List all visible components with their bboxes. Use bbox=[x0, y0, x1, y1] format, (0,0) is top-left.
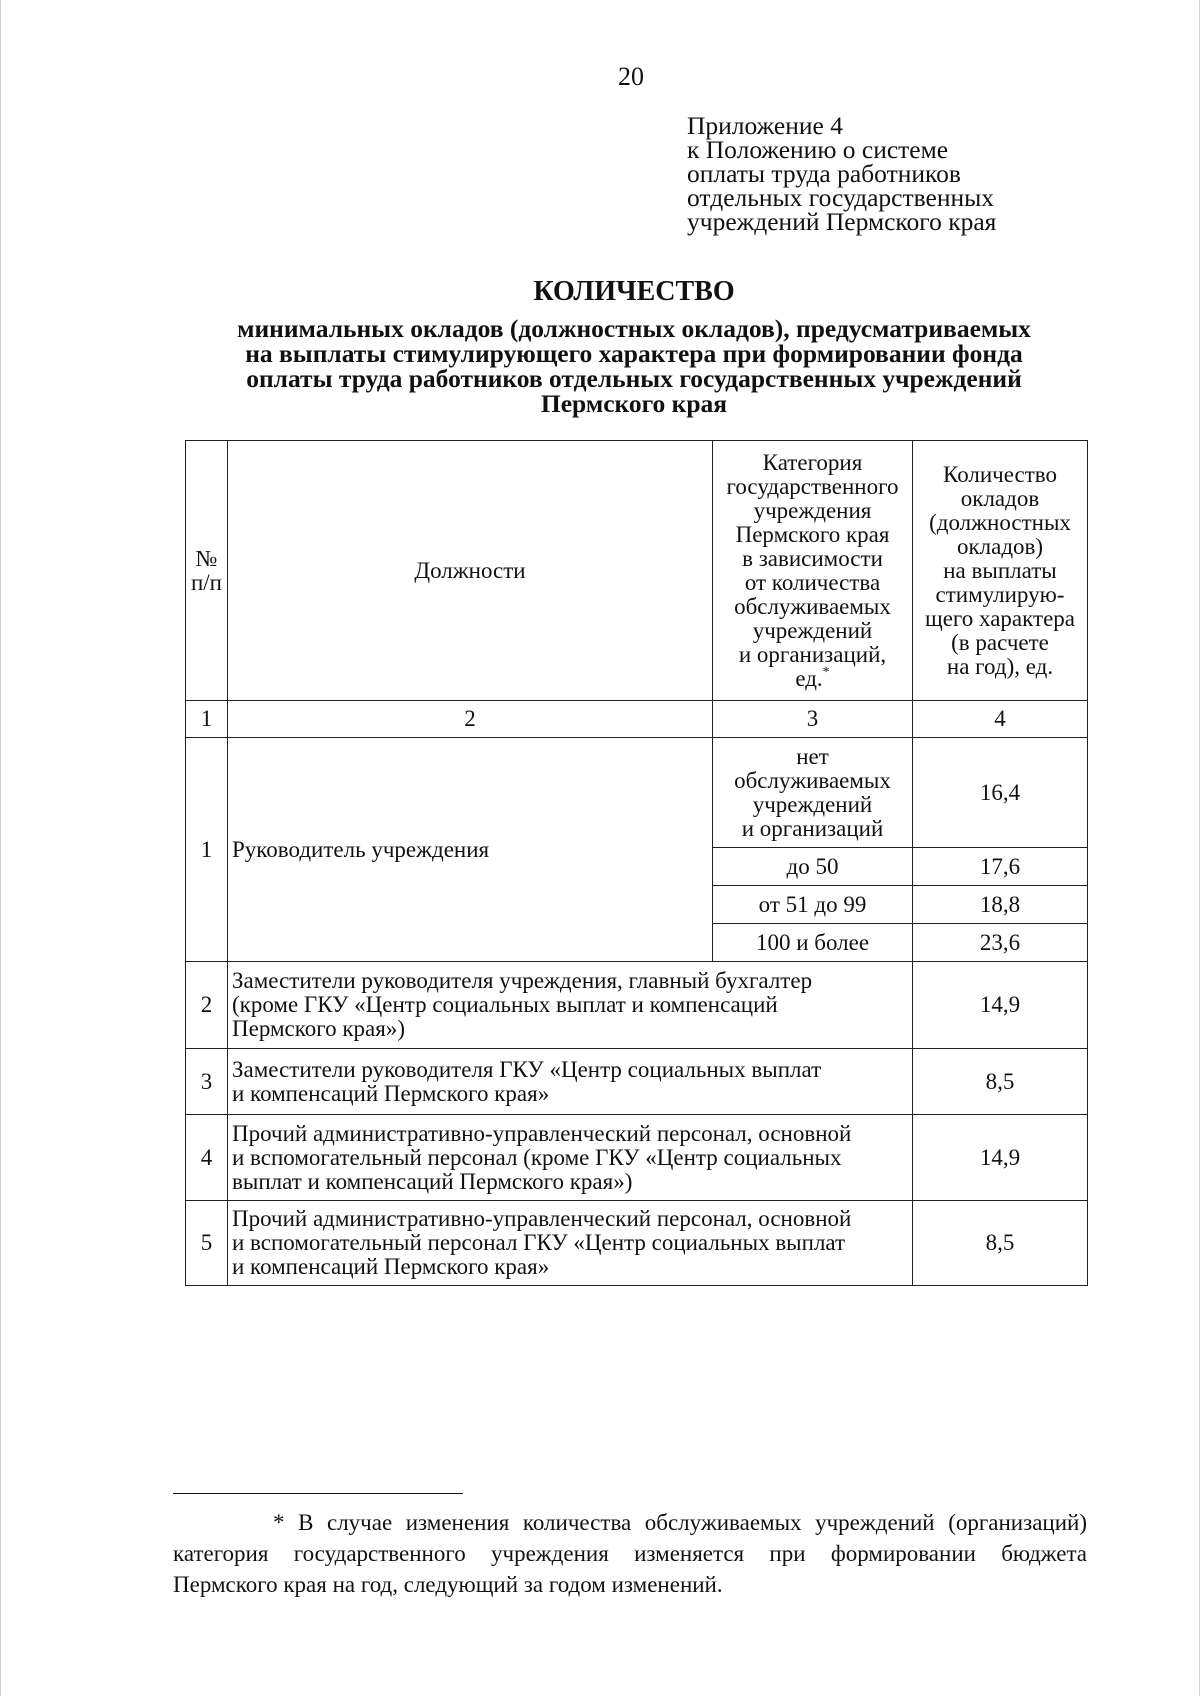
header-num bbox=[186, 441, 228, 701]
row-number: 3 bbox=[186, 1049, 228, 1115]
column-number: 2 bbox=[228, 701, 713, 738]
header-position: Должности bbox=[228, 441, 713, 701]
header-category-line: государственного bbox=[726, 473, 899, 499]
table-row bbox=[186, 962, 1088, 1049]
subtitle-line: минимальных окладов (должностных окладов), предусматриваемых bbox=[237, 314, 1031, 343]
position-line: выплат и компенсаций Пермского края») bbox=[232, 1168, 633, 1194]
row-value: 17,6 bbox=[913, 848, 1088, 886]
row-position: Руководитель учреждения bbox=[228, 738, 713, 962]
row-position bbox=[228, 1115, 913, 1201]
header-count-line: окладов) bbox=[956, 533, 1044, 559]
position-line: Заместители руководителя учреждения, главный бухгалтер bbox=[232, 968, 813, 993]
header-count-line: Количество bbox=[943, 461, 1057, 487]
row-number: 5 bbox=[186, 1201, 228, 1286]
row-value: 14,9 bbox=[913, 962, 1088, 1049]
header-category-line: обслуживаемых bbox=[734, 593, 891, 619]
table-row bbox=[186, 1049, 1088, 1115]
footnote-line: Пермского края на год, следующий за годом изменений. bbox=[173, 1572, 723, 1597]
table-row bbox=[186, 1201, 1088, 1286]
row-value: 23,6 bbox=[913, 924, 1088, 962]
table-row bbox=[186, 1115, 1088, 1201]
header-count-line: на выплаты bbox=[943, 557, 1057, 583]
header-count-line: щего характера bbox=[925, 605, 1075, 631]
category-line: нет bbox=[796, 743, 829, 769]
row-number: 4 bbox=[186, 1115, 228, 1201]
header-count-line: на год), ед. bbox=[946, 653, 1054, 679]
header-count-line: окладов bbox=[960, 485, 1040, 511]
header-category bbox=[713, 441, 913, 701]
category-line: учреждений bbox=[752, 791, 873, 817]
position-line: (кроме ГКУ «Центр социальных выплат и компенсаций bbox=[232, 992, 778, 1017]
row-position bbox=[228, 1201, 913, 1286]
table-row bbox=[186, 738, 1088, 848]
header-count bbox=[913, 441, 1088, 701]
header-category-line: от количества bbox=[744, 569, 881, 595]
footnote bbox=[173, 1507, 1087, 1600]
header-count-line: стимулирую- bbox=[935, 581, 1065, 607]
footnote-line: категория государственного учреждения изменяется при формировании бюджета bbox=[173, 1541, 1087, 1566]
appendix-line: оплаты труда работников bbox=[687, 159, 961, 188]
subtitle-line: Пермского края bbox=[540, 389, 728, 418]
row-value: 8,5 bbox=[913, 1201, 1088, 1286]
row-value: 18,8 bbox=[913, 886, 1088, 924]
document-subtitle bbox=[184, 316, 1084, 416]
appendix-line: Приложение 4 bbox=[687, 111, 843, 140]
footnote-mark: * bbox=[822, 664, 830, 680]
header-category-line: учреждения bbox=[753, 497, 872, 523]
appendix-line: учреждений Пермского края bbox=[687, 207, 997, 236]
header-category-line: учреждений bbox=[752, 617, 873, 643]
category-line: и организаций bbox=[741, 815, 884, 841]
footnote-divider bbox=[173, 1493, 463, 1494]
header-count-line: (должностных bbox=[929, 509, 1071, 535]
column-number: 3 bbox=[713, 701, 913, 738]
header-category-unit: ед. bbox=[795, 665, 823, 691]
position-line: Прочий административно-управленческий персонал, основной bbox=[232, 1206, 852, 1231]
position-line: и вспомогательный персонал ГКУ «Центр социальных выплат bbox=[232, 1230, 846, 1255]
row-number: 1 bbox=[186, 738, 228, 962]
column-number-row bbox=[186, 701, 1088, 738]
header-count-line: (в расчете bbox=[951, 629, 1049, 655]
column-number: 1 bbox=[186, 701, 228, 738]
subtitle-line: на выплаты стимулирующего характера при формировании фонда bbox=[245, 339, 1023, 368]
position-line: Прочий административно-управленческий персонал, основной bbox=[232, 1120, 852, 1146]
position-line: и компенсаций Пермского края» bbox=[232, 1080, 550, 1106]
header-category-line bbox=[717, 664, 908, 691]
salary-table bbox=[185, 440, 1088, 1286]
column-number: 4 bbox=[913, 701, 1088, 738]
row-position bbox=[228, 962, 913, 1049]
document-title: КОЛИЧЕСТВО bbox=[533, 276, 735, 307]
position-line: и вспомогательный персонал (кроме ГКУ «Центр социальных bbox=[232, 1144, 842, 1170]
position-line: Заместители руководителя ГКУ «Центр социальных выплат bbox=[232, 1056, 822, 1082]
row-value: 8,5 bbox=[913, 1049, 1088, 1115]
row-category: до 50 bbox=[713, 848, 913, 886]
header-category-line: Пермского края bbox=[735, 521, 890, 547]
header-num-line: п/п bbox=[190, 569, 222, 595]
row-category: от 51 до 99 bbox=[713, 886, 913, 924]
row-category bbox=[713, 738, 913, 848]
page-number: 20 bbox=[618, 62, 644, 91]
row-category: 100 и более bbox=[713, 924, 913, 962]
header-category-line: Категория bbox=[762, 449, 863, 475]
position-line: Пермского края») bbox=[232, 1016, 405, 1041]
table-header-row bbox=[186, 441, 1088, 701]
footnote-line: * В случае изменения количества обслуживаемых учреждений (организаций) bbox=[273, 1510, 1087, 1535]
appendix-line: отдельных государственных bbox=[687, 183, 994, 212]
row-number: 2 bbox=[186, 962, 228, 1049]
appendix-block bbox=[687, 111, 1067, 236]
category-line: обслуживаемых bbox=[734, 767, 891, 793]
position-line: и компенсаций Пермского края» bbox=[232, 1254, 550, 1279]
row-value: 14,9 bbox=[913, 1115, 1088, 1201]
header-category-line: и организаций, bbox=[738, 641, 887, 667]
header-category-line: в зависимости bbox=[742, 545, 883, 571]
row-value: 16,4 bbox=[913, 738, 1088, 848]
header-num-line: № bbox=[195, 545, 218, 571]
appendix-line: к Положению о системе bbox=[687, 135, 949, 164]
row-position bbox=[228, 1049, 913, 1115]
subtitle-line: оплаты труда работников отдельных государственных учреждений bbox=[246, 364, 1022, 393]
